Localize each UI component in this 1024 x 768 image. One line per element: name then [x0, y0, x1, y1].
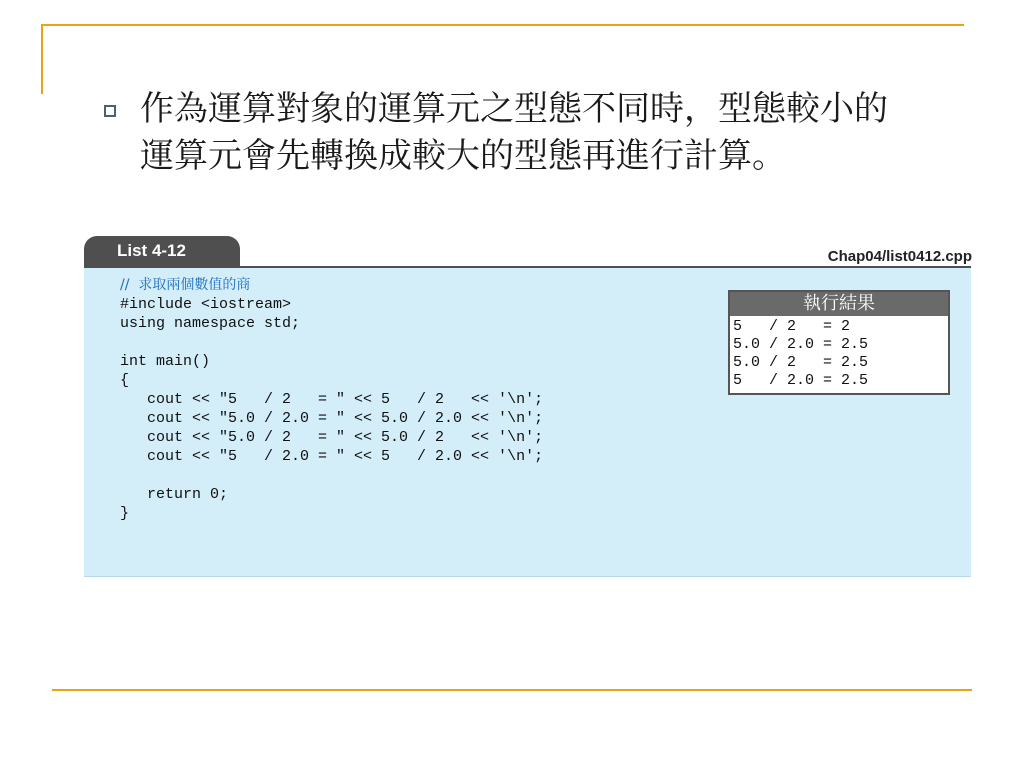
code-line: return 0;: [120, 486, 229, 503]
result-lines: [730, 316, 948, 393]
bullet-line-2: 運算元會先轉換成較大的型態再進行計算。: [140, 136, 786, 176]
result-line: 5.0 / 2.0 = 2.5: [733, 336, 869, 353]
listing-file-path: Chap04/list0412.cpp: [827, 248, 972, 265]
result-line: 5 / 2 = 2: [733, 318, 851, 335]
code-lines: [120, 276, 543, 523]
code-line: #include <iostream>: [120, 296, 292, 313]
result-title: 執行結果: [730, 292, 948, 316]
code-line: cout << "5.0 / 2 = " << 5.0 / 2 << '\n';: [120, 429, 544, 446]
result-line: 5 / 2.0 = 2.5: [733, 372, 869, 389]
bullet-text: [140, 86, 888, 180]
bottom-accent-line: [52, 689, 972, 691]
code-line: using namespace std;: [120, 315, 301, 332]
code-line: }: [120, 505, 130, 522]
result-line: 5.0 / 2 = 2.5: [733, 354, 869, 371]
code-line: cout << "5.0 / 2.0 = " << 5.0 / 2.0 << '\n';: [120, 410, 544, 427]
code-line: cout << "5 / 2.0 = " << 5 / 2.0 << '\n';: [120, 448, 544, 465]
hollow-square-bullet-icon: [104, 105, 116, 117]
bullet-point: [104, 86, 984, 180]
top-accent-line: [41, 24, 964, 26]
code-line: int main(): [120, 353, 211, 370]
code-comment: // 求取兩個數值的商: [120, 277, 251, 293]
listing-tab-label: List 4-12: [84, 236, 240, 266]
code-line: {: [120, 372, 130, 389]
code-line: cout << "5 / 2 = " << 5 / 2 << '\n';: [120, 391, 544, 408]
execution-result-box: [728, 290, 950, 395]
code-listing-box: [84, 266, 971, 577]
left-accent-line: [41, 24, 43, 94]
bullet-line-1: 作為運算對象的運算元之型態不同時，型態較小的: [140, 89, 888, 129]
